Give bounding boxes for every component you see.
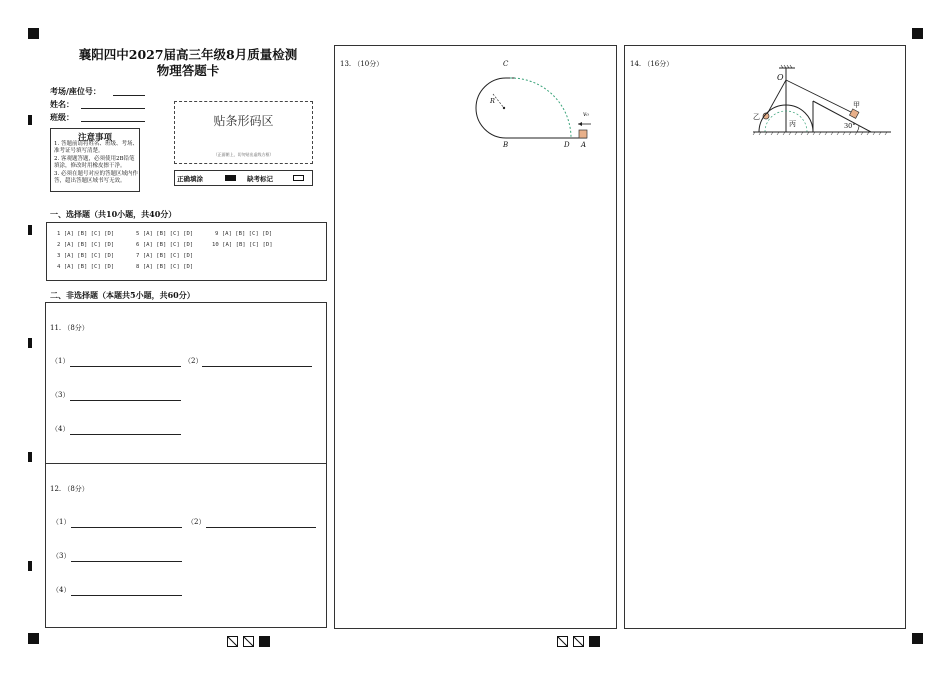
q12-answer-line-2[interactable] (206, 527, 316, 528)
q14-answer-area[interactable] (624, 45, 906, 629)
choice-row[interactable]: 10 [A] [B] [C] [D] (212, 242, 273, 248)
corner-mark-top-right (912, 28, 923, 39)
corner-mark-top-left (28, 28, 39, 39)
q14-label-bing: 丙 (789, 120, 796, 128)
q14-title: 14. （16分） (630, 60, 674, 68)
corner-mark-bottom-left (28, 633, 39, 644)
correct-fill-label: 正确填涂 (177, 175, 203, 183)
page-title: 襄阳四中2027届高三年级8月质量检测 (78, 47, 298, 62)
q14-diagram (625, 46, 907, 146)
notice-title: 注意事项 (77, 133, 112, 143)
timing-mark (28, 452, 32, 462)
q13-label-d: D (564, 141, 570, 149)
fill-sample-box (174, 170, 313, 186)
class-field[interactable] (81, 121, 145, 122)
name-field[interactable] (81, 108, 145, 109)
page-code-mark (557, 636, 568, 647)
q14-label-yi: 乙 (753, 113, 760, 121)
q12-part-label: （3） (52, 552, 71, 560)
page-subtitle: 物理答题卡 (156, 63, 220, 78)
q14-label-jia: 甲 (853, 101, 860, 109)
choice-row[interactable]: 8 [A] [B] [C] [D] (136, 264, 194, 270)
q13-diagram (335, 46, 618, 156)
section2-title: 二、非选择题（本题共5小题，共60分） (50, 290, 195, 300)
page-code-mark (589, 636, 600, 647)
exam-room-label: 考场/座位号： (50, 86, 101, 96)
page-code-mark (259, 636, 270, 647)
page-code-mark (573, 636, 584, 647)
q12-part-label: （1） (52, 518, 71, 526)
q11-answer-line-2[interactable] (202, 366, 312, 367)
notice-item: 2. 客观题答题，必须使用2B铅笔填涂，修改时用橡皮擦干净。 (54, 156, 135, 169)
name-label: 姓名： (50, 99, 74, 109)
choice-row[interactable]: 2 [A] [B] [C] [D] (57, 242, 115, 248)
choice-grid[interactable] (46, 222, 327, 281)
choice-row[interactable]: 5 [A] [B] [C] [D] (136, 231, 194, 237)
q11-answer-area[interactable] (45, 302, 327, 464)
choice-row[interactable]: 4 [A] [B] [C] [D] (57, 264, 115, 270)
q13-label-c: C (503, 60, 509, 68)
q13-title: 13. （10分） (340, 60, 384, 68)
notice-item: 3. 必须在题号对应的答题区域内作答，超出答题区域书写无效。 (54, 171, 138, 184)
timing-mark (28, 225, 32, 235)
notice-item: 1. 答题前请将姓名、班级、考场、准考证号填写清楚。 (54, 141, 138, 154)
q12-part-label: （4） (52, 586, 71, 594)
choice-row[interactable]: 9 [A] [B] [C] [D] (215, 231, 273, 237)
notice-box (50, 128, 140, 192)
choice-row[interactable]: 1 [A] [B] [C] [D] (57, 231, 115, 237)
q11-title: 11. （8分） (50, 324, 89, 332)
correct-fill-sample (225, 175, 236, 181)
class-label: 班级： (50, 112, 74, 122)
choice-row[interactable]: 6 [A] [B] [C] [D] (136, 242, 194, 248)
q14-label-o: O (777, 73, 784, 82)
page-code-mark (243, 636, 254, 647)
choice-row[interactable]: 3 [A] [B] [C] [D] (57, 253, 115, 259)
choice-row[interactable]: 7 [A] [B] [C] [D] (136, 253, 194, 259)
q12-answer-line-3[interactable] (71, 561, 182, 562)
q11-part-label: （3） (51, 391, 70, 399)
q12-answer-line-1[interactable] (71, 527, 182, 528)
q13-answer-area[interactable] (334, 45, 617, 629)
q12-part-label: （2） (187, 518, 206, 526)
exam-room-field[interactable] (113, 95, 145, 96)
absent-mark-checkbox[interactable] (293, 175, 304, 181)
q12-answer-area[interactable] (45, 463, 327, 628)
q13-label-a: A (581, 141, 587, 149)
barcode-hint: （正面朝上，切勿贴出虚线方框） (213, 152, 274, 157)
timing-mark (28, 338, 32, 348)
section1-title: 一、选择题（共10小题，共40分） (50, 209, 177, 219)
q11-answer-line-3[interactable] (70, 400, 181, 401)
page-code-mark (227, 636, 238, 647)
q13-label-v0: v₀ (583, 111, 589, 118)
barcode-title: 贴条形码区 (213, 114, 274, 128)
q11-answer-line-1[interactable] (70, 366, 181, 367)
q11-part-label: （2） (184, 357, 203, 365)
q14-label-angle: 30° (844, 122, 856, 130)
q11-part-label: （1） (51, 357, 70, 365)
q11-part-label: （4） (51, 425, 70, 433)
barcode-area (174, 101, 313, 164)
timing-mark (28, 115, 32, 125)
q13-label-b: B (503, 141, 509, 149)
q11-answer-line-4[interactable] (70, 434, 181, 435)
absent-label: 缺考标记 (247, 175, 273, 183)
timing-mark (28, 561, 32, 571)
q12-title: 12. （8分） (50, 485, 89, 493)
q13-label-r: R (490, 97, 495, 105)
corner-mark-bottom-right (912, 633, 923, 644)
q12-answer-line-4[interactable] (71, 595, 182, 596)
